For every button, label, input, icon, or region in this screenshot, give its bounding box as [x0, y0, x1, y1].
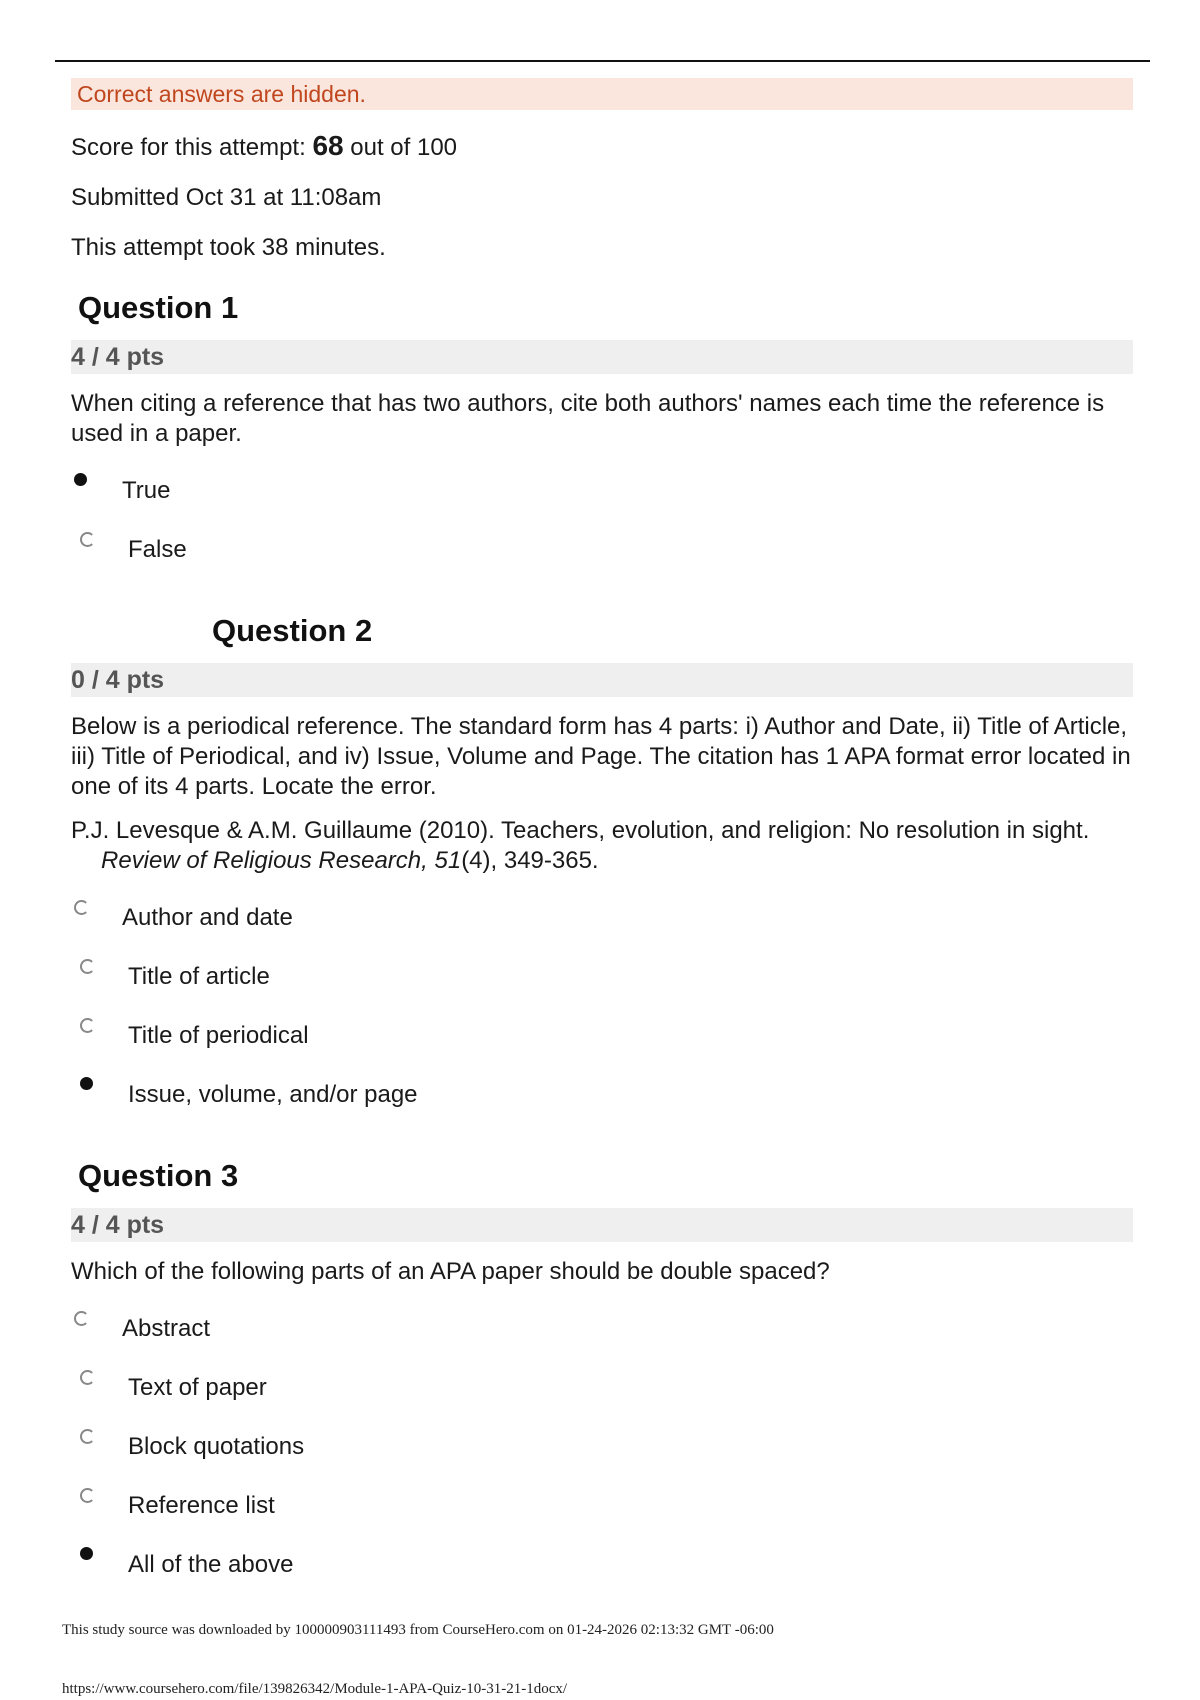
question-3-options	[71, 1305, 1133, 1600]
answer-option[interactable]	[71, 526, 1133, 585]
answer-option[interactable]	[71, 953, 1133, 1012]
radio-unselected-icon[interactable]	[80, 1488, 95, 1503]
answer-option[interactable]	[71, 1012, 1133, 1071]
question-2-points: 0 / 4 pts	[71, 663, 1133, 697]
radio-unselected-icon[interactable]	[74, 1311, 89, 1326]
score-line	[71, 132, 1133, 162]
radio-selected-icon[interactable]	[80, 1547, 93, 1560]
score-suffix: out of 100	[343, 134, 458, 161]
reference-journal: Review of Religious Research, 51	[101, 847, 462, 874]
reference-issue-pages: (4), 349-365.	[461, 847, 599, 874]
answer-option[interactable]	[71, 1364, 1133, 1423]
quiz-content	[71, 78, 1133, 1600]
radio-unselected-icon[interactable]	[80, 1429, 95, 1444]
question-1-points: 4 / 4 pts	[71, 340, 1133, 374]
answer-option-label: Issue, volume, and/or page	[128, 1081, 418, 1108]
reference-authors-title: P.J. Levesque & A.M. Guillaume (2010). Teachers, evolution, and religion: No resolution in sight.	[71, 817, 1090, 844]
answer-option[interactable]	[71, 467, 1133, 526]
radio-selected-icon[interactable]	[74, 473, 87, 486]
attempt-duration: This attempt took 38 minutes.	[71, 234, 386, 261]
question-3-points: 4 / 4 pts	[71, 1208, 1133, 1242]
answer-option-label: Text of paper	[128, 1374, 267, 1401]
question-2-options	[71, 894, 1133, 1130]
source-url[interactable]: https://www.coursehero.com/file/139826342/Module-1-APA-Quiz-10-31-21-1docx/	[62, 1681, 568, 1697]
answer-option-label: Author and date	[122, 904, 293, 931]
answer-option[interactable]	[71, 894, 1133, 953]
answer-option-label: False	[128, 536, 187, 563]
top-divider	[55, 60, 1150, 62]
radio-unselected-icon[interactable]	[80, 532, 95, 547]
question-1-title: Question 1	[78, 290, 239, 325]
radio-unselected-icon[interactable]	[80, 959, 95, 974]
answer-option-label: Title of periodical	[128, 1022, 309, 1049]
question-3	[71, 1158, 1133, 1600]
answer-option-label: Block quotations	[128, 1433, 305, 1460]
radio-unselected-icon[interactable]	[80, 1018, 95, 1033]
hidden-answers-notice: Correct answers are hidden.	[71, 78, 1133, 110]
submitted-time: Submitted Oct 31 at 11:08am	[71, 184, 382, 211]
answer-option-label: True	[122, 477, 171, 504]
answer-option-label: Reference list	[128, 1492, 275, 1519]
answer-option[interactable]	[71, 1071, 1133, 1130]
radio-unselected-icon[interactable]	[74, 900, 89, 915]
question-2-title: Question 2	[212, 613, 373, 648]
radio-unselected-icon[interactable]	[80, 1370, 95, 1385]
answer-option[interactable]	[71, 1541, 1133, 1600]
question-3-text: Which of the following parts of an APA paper should be double spaced?	[71, 1258, 830, 1285]
answer-option-label: Abstract	[122, 1315, 211, 1342]
question-1	[71, 290, 1133, 585]
periodical-reference	[71, 816, 1133, 876]
answer-option[interactable]	[71, 1482, 1133, 1541]
question-2-text: Below is a periodical reference. The standard form has 4 parts: i) Author and Date, ii) Title of Article, iii) Title of Periodical, and iv) Issue, Volume and Page. The citation has 1 APA format error located in one of its 4 parts. Locate the error.	[71, 713, 1131, 800]
score-prefix: Score for this attempt:	[71, 134, 313, 161]
download-source-note: This study source was downloaded by 100000903111493 from CourseHero.com on 01-24-2026 02:13:32 GMT -06:00	[62, 1622, 774, 1638]
score-value: 68	[312, 130, 344, 161]
answer-option-label: All of the above	[128, 1551, 294, 1578]
question-3-title: Question 3	[78, 1158, 239, 1193]
question-2	[71, 613, 1133, 1130]
radio-selected-icon[interactable]	[80, 1077, 93, 1090]
answer-option-label: Title of article	[128, 963, 270, 990]
question-1-options	[71, 467, 1133, 585]
question-1-text: When citing a reference that has two authors, cite both authors' names each time the reference is used in a paper.	[71, 390, 1105, 447]
answer-option[interactable]	[71, 1423, 1133, 1482]
answer-option[interactable]	[71, 1305, 1133, 1364]
